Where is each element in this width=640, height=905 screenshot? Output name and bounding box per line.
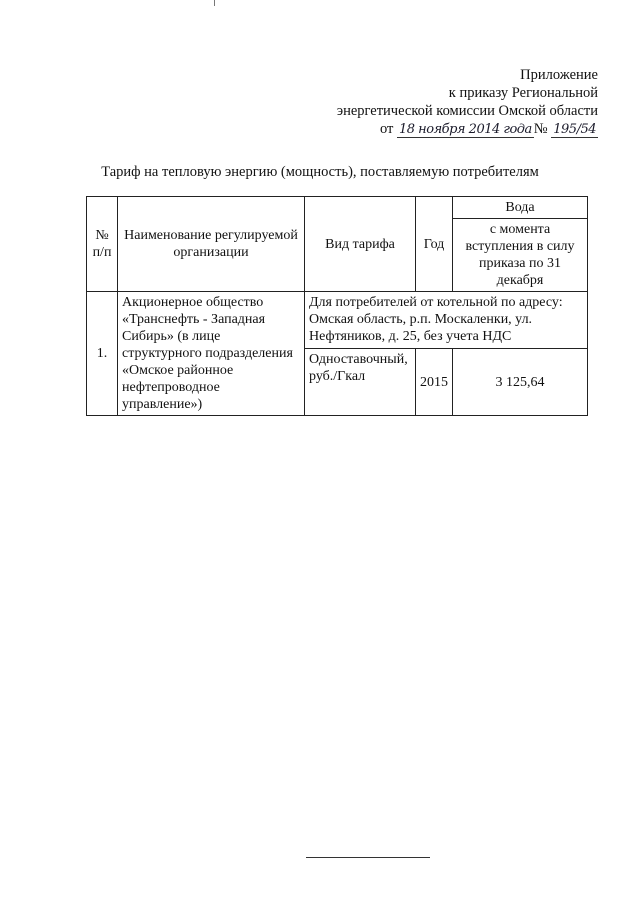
row-org: Акционерное общество «Транснефть - Западная Сибирь» (в лице структурного подразделения «Омское районное нефтепроводное управление») bbox=[118, 292, 305, 416]
appendix-commission: энергетической комиссии Омской области bbox=[336, 103, 598, 119]
appendix-title: Приложение bbox=[520, 67, 598, 83]
table-row bbox=[87, 292, 588, 349]
handwritten-date: 18 ноября 2014 года bbox=[399, 122, 532, 137]
header-num: № п/п bbox=[87, 197, 118, 292]
from-label: от bbox=[379, 121, 394, 137]
scan-mark bbox=[214, 0, 215, 6]
header-org: Наименование регулируемой организации bbox=[118, 197, 305, 292]
tariff-table bbox=[86, 196, 588, 416]
header-water: Вода bbox=[453, 197, 588, 219]
row-num: 1. bbox=[87, 292, 118, 416]
appendix-date-number bbox=[380, 120, 598, 139]
document-title: Тариф на тепловую энергию (мощность), поставляемую потребителям bbox=[101, 164, 539, 180]
handwritten-number: 195/54 bbox=[553, 122, 596, 137]
header-year: Год bbox=[416, 197, 453, 292]
row-value: 3 125,64 bbox=[453, 349, 588, 416]
footer-divider bbox=[306, 857, 430, 858]
number-label: № bbox=[533, 121, 548, 137]
row-kind: Одноставочный, руб./Гкал bbox=[305, 349, 416, 416]
appendix-order-ref: к приказу Региональной bbox=[448, 85, 598, 101]
header-water-period: с момента вступления в силу приказа по 31 декабря bbox=[453, 219, 588, 292]
header-row bbox=[87, 197, 588, 219]
appendix-block bbox=[337, 66, 598, 139]
header-kind: Вид тарифа bbox=[305, 197, 416, 292]
row-year: 2015 bbox=[416, 349, 453, 416]
row-consumers: Для потребителей от котельной по адресу: Омская область, р.п. Москаленки, ул. Нефтяников, д. 25, без учета НДС bbox=[305, 292, 588, 349]
